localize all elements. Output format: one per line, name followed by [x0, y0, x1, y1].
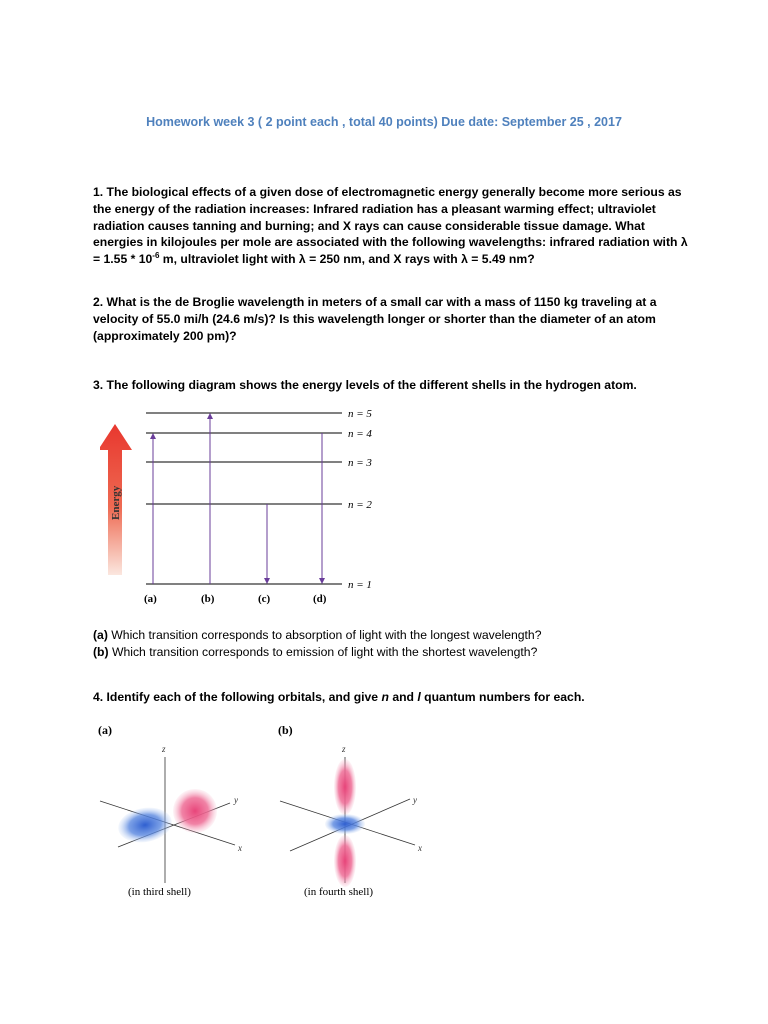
question-3-subparts	[93, 627, 693, 661]
question-4-mid: and	[388, 690, 418, 704]
subpart-a	[93, 627, 693, 644]
orbital-b-top-lobe	[334, 759, 356, 815]
subpart-a-label: (a)	[93, 628, 108, 642]
level-label-n1: n = 1	[348, 579, 372, 591]
subpart-a-text: Which transition corresponds to absorption of light with the longest wavelength?	[107, 628, 542, 642]
level-label-n4: n = 4	[348, 428, 372, 440]
question-1-text-a: 1. The biological effects of a given dose of electromagnetic energy generally become more serious as the energy of the radiation increases: Infrared radiation has a pleasant warming effect; ultraviolet radiation causes tanning and burning; and X rays can cause considerable tissue damage. What energies in kilojoules per mole are associated with the following wavelengths: infrared radiation with λ = 1.55 * 10	[93, 185, 688, 267]
homework-title: Homework week 3 ( 2 point each , total 40 points) Due date: September 25 , 2017	[146, 115, 622, 129]
question-1-exponent: -6	[152, 251, 160, 261]
orbital-a-y-label: y	[234, 795, 238, 805]
level-label-n3: n = 3	[348, 457, 372, 469]
subpart-b-label: (b)	[93, 645, 109, 659]
level-label-n5: n = 5	[348, 408, 372, 420]
orbital-figures	[90, 715, 450, 905]
orbital-a-caption: (in third shell)	[128, 886, 191, 898]
orbital-b-caption: (in fourth shell)	[304, 886, 374, 898]
subpart-b	[93, 644, 693, 661]
orbital-b-z-label: z	[342, 744, 346, 754]
orbital-a-z-label: z	[162, 744, 166, 754]
question-1-text-b: m, ultraviolet light with λ = 250 nm, and X rays with λ = 5.49 nm?	[159, 252, 535, 267]
question-2: 2. What is the de Broglie wavelength in meters of a small car with a mass of 1150 kg traveling at a velocity of 55.0 mi/h (24.6 m/s)? Is this wavelength longer or shorter than the diameter of an atom (approximately 200 pm)?	[93, 295, 657, 343]
question-1	[93, 184, 693, 268]
question-3: 3. The following diagram shows the energy levels of the different shells in the hydrogen atom.	[93, 378, 637, 392]
subpart-b-text: Which transition corresponds to emission of light with the shortest wavelength?	[108, 645, 538, 659]
transition-label-d: (d)	[313, 593, 327, 605]
question-4-l: l	[417, 690, 421, 704]
orbital-b-figure	[280, 744, 422, 887]
orbital-a-pink-lobe	[173, 789, 217, 833]
energy-level-diagram	[100, 400, 400, 610]
question-4-prefix: 4. Identify each of the following orbitals, and give	[93, 690, 382, 704]
orbital-b-x-label: x	[418, 843, 422, 853]
orbital-b-y-label: y	[413, 795, 417, 805]
transition-label-a: (a)	[144, 593, 157, 605]
energy-axis-label: Energy	[110, 485, 122, 520]
orbital-a-x-label: x	[238, 843, 242, 853]
transition-label-c: (c)	[258, 593, 271, 605]
orbital-b-bottom-lobe	[334, 835, 356, 887]
level-label-n2: n = 2	[348, 499, 372, 511]
question-4-n: n	[381, 690, 389, 704]
orbital-a-figure	[100, 744, 242, 883]
question-4-suffix: quantum numbers for each.	[420, 690, 585, 704]
transition-label-b: (b)	[201, 593, 215, 605]
orbital-a-blue-lobe	[115, 804, 174, 847]
orbital-b-ring	[325, 814, 365, 834]
question-4	[93, 689, 693, 706]
orbital-b-label: (b)	[278, 723, 293, 737]
orbital-a-label: (a)	[98, 723, 112, 737]
